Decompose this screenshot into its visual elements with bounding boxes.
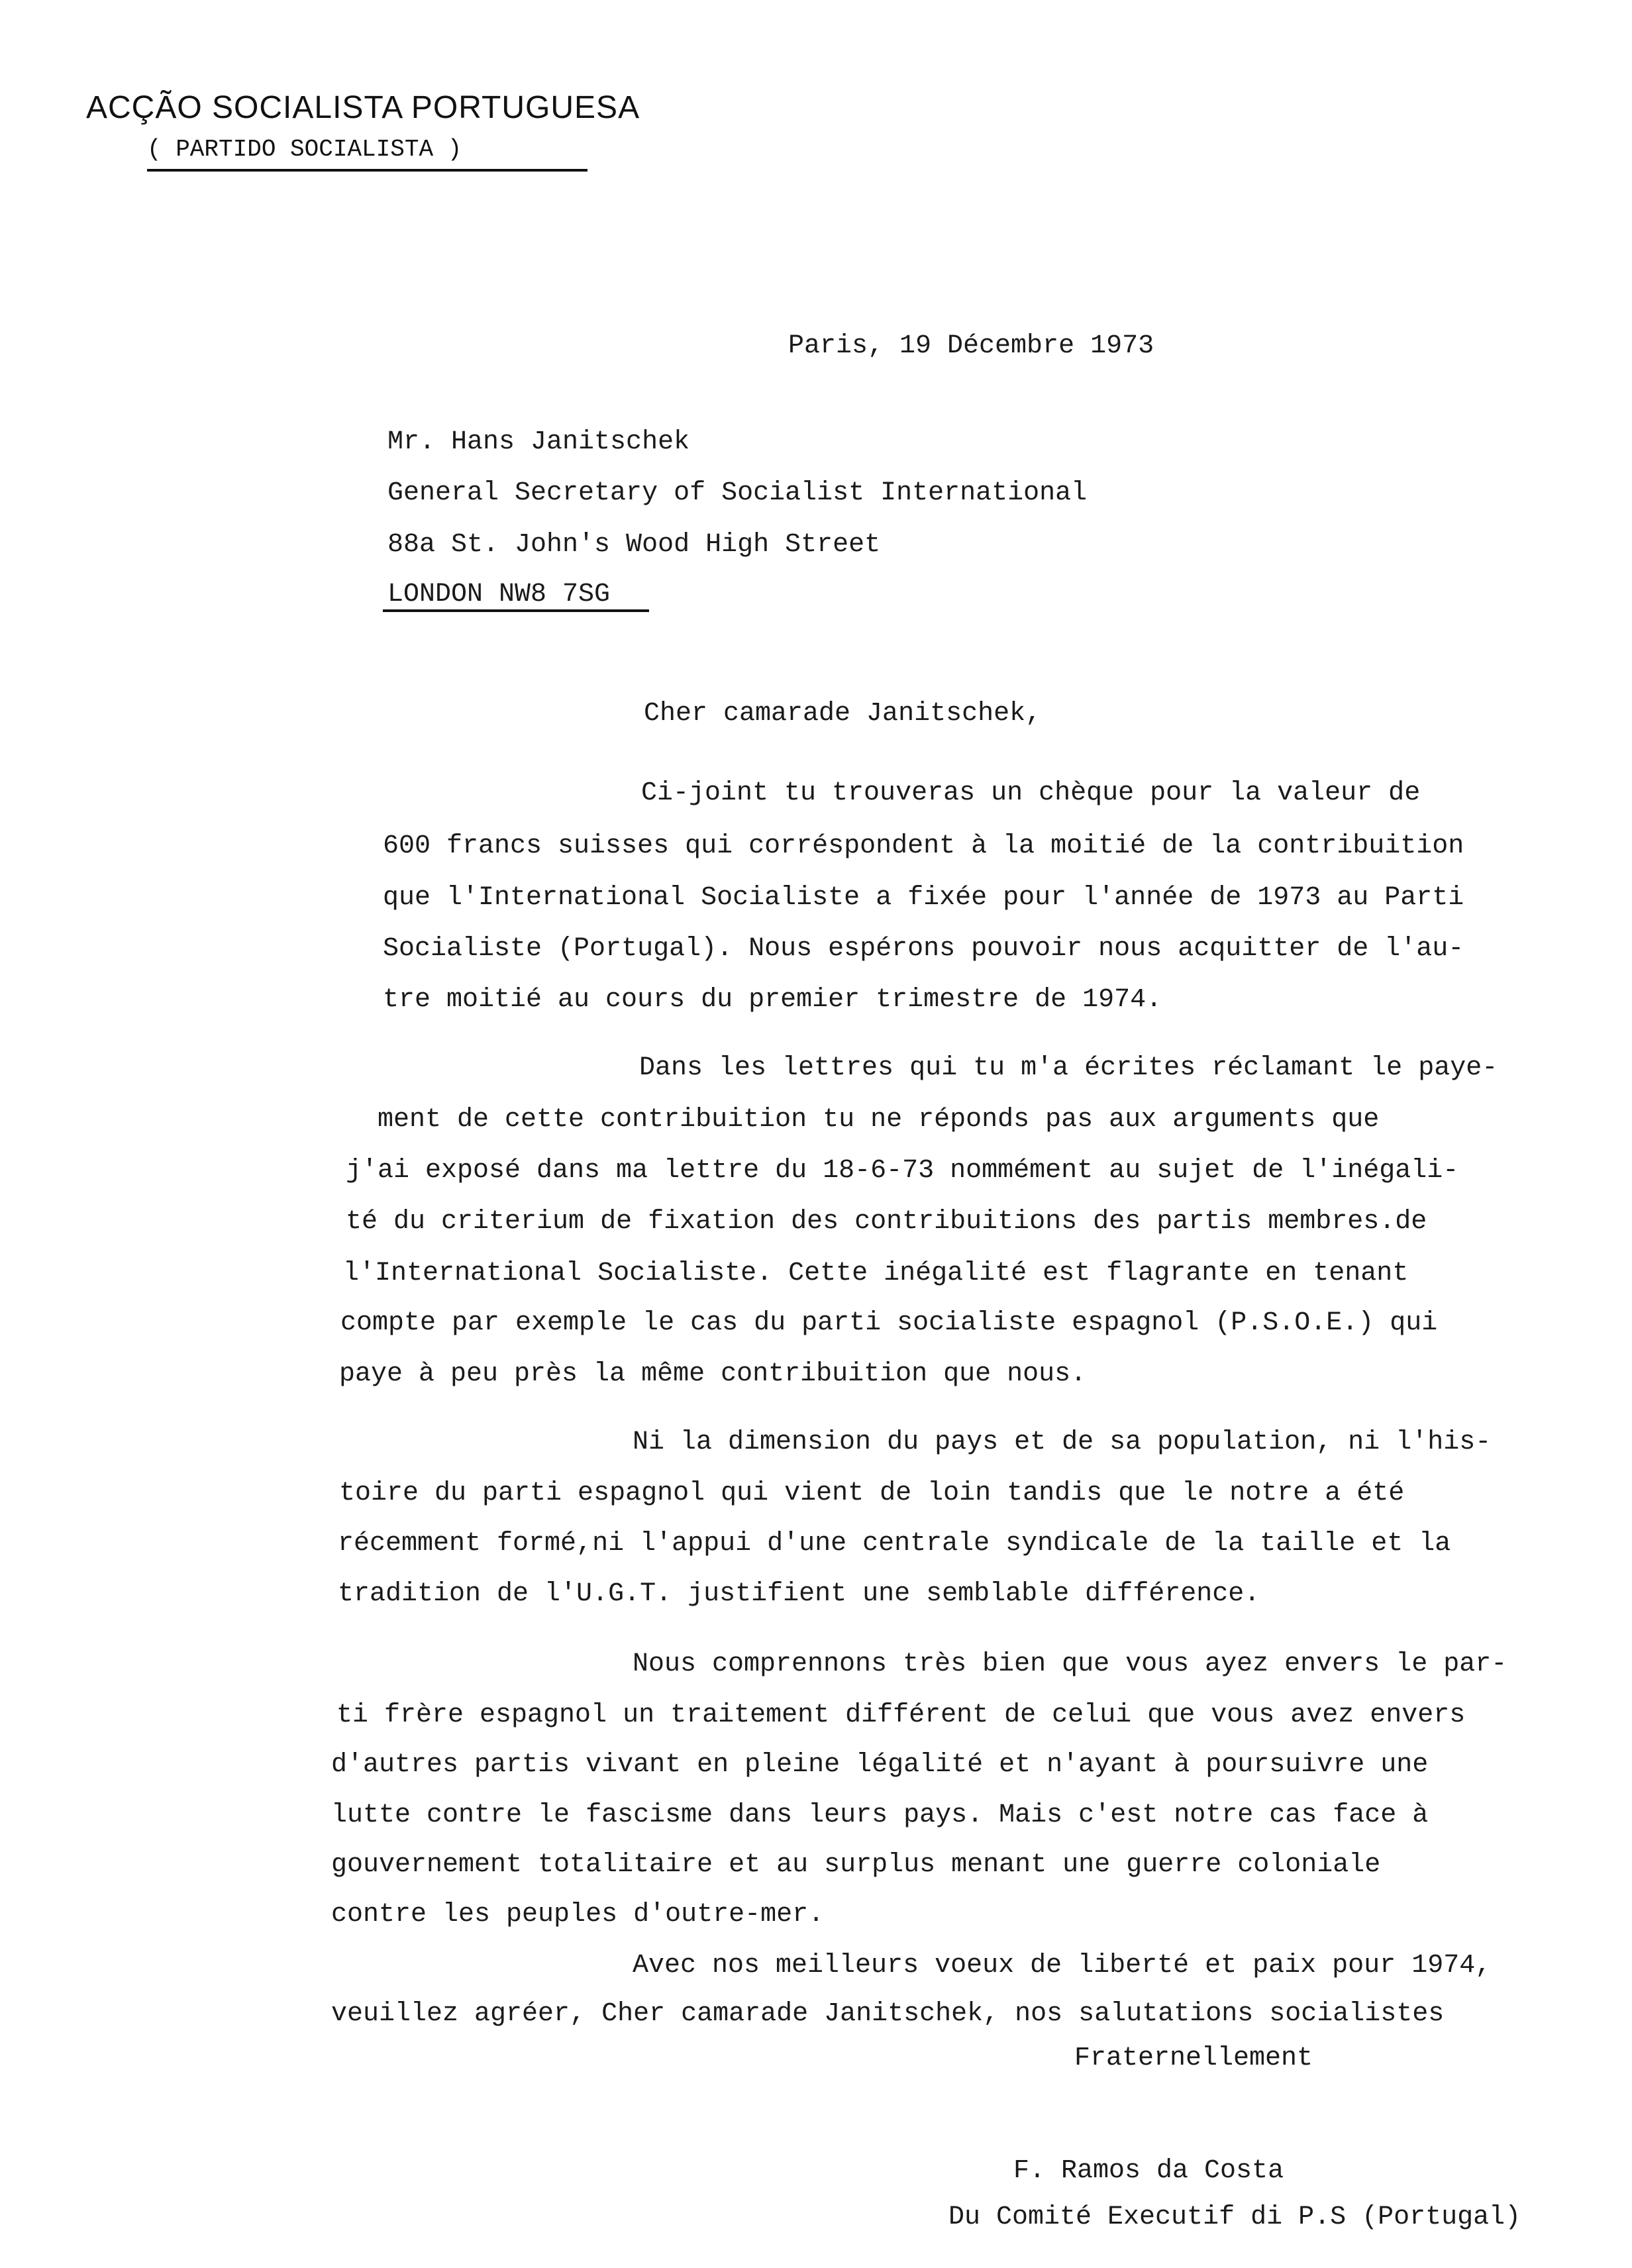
letterhead-subtitle: ( PARTIDO SOCIALISTA ) bbox=[147, 136, 462, 163]
body-line: Nous comprennons très bien que vous ayez envers le par- bbox=[633, 1649, 1507, 1679]
body-line: d'autres partis vivant en pleine légalité et n'ayant à poursuivre une bbox=[331, 1750, 1429, 1780]
recipient-street: 88a St. John's Wood High Street bbox=[387, 530, 881, 560]
signatory-name: F. Ramos da Costa bbox=[1013, 2156, 1284, 2186]
body-line: toire du parti espagnol qui vient de loin tandis que le notre a été bbox=[339, 1478, 1405, 1508]
body-line: gouvernement totalitaire et au surplus menant une guerre coloniale bbox=[331, 1850, 1381, 1880]
body-line: té du criterium de fixation des contribuitions des partis membres.de bbox=[346, 1207, 1427, 1237]
body-line: lutte contre le fascisme dans leurs pays. Mais c'est notre cas face à bbox=[331, 1800, 1429, 1830]
body-line: tre moitié au cours du premier trimestre de 1974. bbox=[383, 985, 1162, 1015]
body-line: que l'International Socialiste a fixée pour l'année de 1973 au Parti bbox=[383, 883, 1464, 913]
body-line: j'ai exposé dans ma lettre du 18-6-73 nommément au sujet de l'inégali- bbox=[346, 1156, 1459, 1186]
letterhead-underline bbox=[147, 169, 587, 172]
body-line: Ci-joint tu trouveras un chèque pour la valeur de bbox=[641, 778, 1421, 808]
letter-date: Paris, 19 Décembre 1973 bbox=[788, 331, 1154, 361]
signatory-role: Du Comité Executif di P.S (Portugal) bbox=[948, 2202, 1521, 2232]
letterhead-organization: ACÇÃO SOCIALISTA PORTUGUESA bbox=[86, 90, 640, 125]
body-line: tradition de l'U.G.T. justifient une semblable différence. bbox=[338, 1579, 1260, 1609]
body-line: compte par exemple le cas du parti socialiste espagnol (P.S.O.E.) qui bbox=[340, 1308, 1438, 1338]
body-line: Dans les lettres qui tu m'a écrites réclamant le paye- bbox=[639, 1053, 1498, 1083]
body-line: ment de cette contribuition tu ne réponds pas aux arguments que bbox=[378, 1105, 1380, 1135]
salutation: Cher camarade Janitschek, bbox=[644, 699, 1042, 729]
recipient-city: LONDON NW8 7SG bbox=[387, 580, 611, 609]
body-line: contre les peuples d'outre-mer. bbox=[331, 1900, 825, 1930]
body-line: Ni la dimension du pays et de sa population, ni l'his- bbox=[633, 1427, 1492, 1457]
recipient-title: General Secretary of Socialist International bbox=[387, 478, 1088, 508]
body-line: récemment formé,ni l'appui d'une centrale syndicale de la taille et la bbox=[338, 1529, 1451, 1559]
body-line: veuillez agréer, Cher camarade Janitschek, nos salutations socialistes bbox=[331, 1999, 1445, 2029]
body-line: Socialiste (Portugal). Nous espérons pouvoir nous acquitter de l'au- bbox=[383, 934, 1464, 964]
body-line: Avec nos meilleurs voeux de liberté et paix pour 1974, bbox=[633, 1951, 1492, 1981]
body-line: l'International Socialiste. Cette inégalité est flagrante en tenant bbox=[343, 1259, 1409, 1288]
closing: Fraternellement bbox=[1074, 2043, 1313, 2073]
body-line: ti frère espagnol un traitement différent de celui que vous avez envers bbox=[336, 1700, 1466, 1730]
recipient-name: Mr. Hans Janitschek bbox=[387, 427, 690, 457]
recipient-city-underline bbox=[383, 609, 649, 612]
body-line: paye à peu près la même contribuition que nous. bbox=[339, 1359, 1087, 1389]
body-line: 600 francs suisses qui corréspondent à la moitié de la contribuition bbox=[383, 831, 1464, 861]
